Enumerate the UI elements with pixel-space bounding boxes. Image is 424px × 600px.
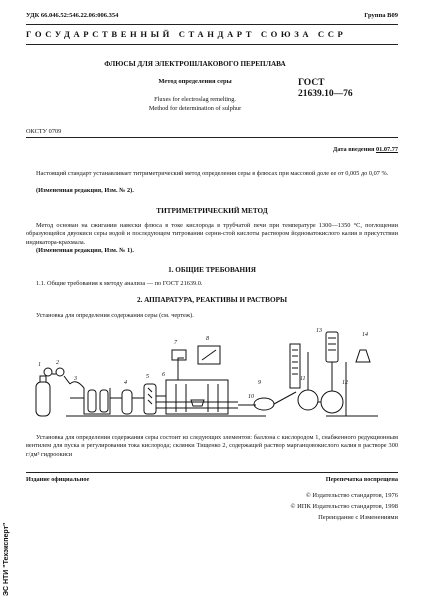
oksту-code: ОКСТУ 0709 [26,128,62,135]
intro-paragraph: Настоящий стандарт устанавливает титриметрический метод определения серы в флюсах при массовой доле ее от 0,005 до 0,07 %. [36,170,389,177]
copyright-1976: © Издательство стандартов, 1976 [305,492,398,499]
figure-label-14: 14 [362,332,368,338]
figure-label-8: 8 [206,336,209,342]
figure-label-4: 4 [124,380,127,386]
absorption-vessel [298,390,318,410]
english-title-line2: Method for determination of sulphur [148,105,242,112]
section2-intro: Установка для определения содержания серы (см. чертеж). [36,312,194,319]
state-standard-banner: ГОСУДАРСТВЕННЫЙ СТАНДАРТ СОЮЗА ССР [26,29,347,39]
section1-heading: 1. ОБЩИЕ ТРЕБОВАНИЯ [168,266,256,274]
figure-label-13: 13 [316,328,322,334]
title-rule [26,137,398,138]
method-title: Метод определения серы [158,78,232,85]
section1-text: 1.1. Общие требования к методу анализа — по ГОСТ 21639.0. [36,280,203,287]
reprint-banned: Перепечатка воспрещена [325,476,398,483]
english-title-line1: Fluxes for electroslag remelting. [154,96,236,103]
figure-label-12: 12 [342,380,348,386]
document-title: ФЛЮСЫ ДЛЯ ЭЛЕКТРОШЛАКОВОГО ПЕРЕПЛАВА [104,60,286,68]
figure-label-9: 9 [258,380,261,386]
thermocouple [178,358,184,380]
apparatus-diagram [26,322,398,422]
figure-label-5: 5 [146,374,149,380]
figure-label-2: 2 [56,360,59,366]
tube-furnace [166,380,228,414]
effective-date [300,146,398,153]
reissue-note: Переиздание с Изменениями [318,514,398,521]
titration-vessel [321,391,343,413]
titrimetric-revision: (Измененная редакция, Изм. № 1). [36,247,134,254]
sample-boat [191,400,204,406]
figure-label-3: 3 [74,376,77,382]
header-rule-top [26,24,398,25]
group-code: Группа В09 [364,12,398,19]
section2-body: Установка для определения содержания серы состоит из следующих элементов: баллона с кислородом 1, снабженного редукционным вентилем для пуска и регулирования тока кислорода; склянки Тищенко 2, содержащей раствор марганцовокислого калия в растворе 300 г/дм³ гидроокиси [26,434,398,458]
drying-column [122,390,132,414]
official-edition: Издание официальное [26,476,90,483]
titrimetric-heading: ТИТРИМЕТРИЧЕСКИЙ МЕТОД [156,207,268,215]
header-rule-bottom [26,44,398,45]
figure-label-10: 10 [248,394,254,400]
reducer-gauge [44,368,52,376]
figure-label-7: 7 [174,340,177,346]
figure-label-6: 6 [162,372,165,378]
figure-label-11: 11 [300,376,306,382]
gost-label: ГОСТ [298,78,325,88]
side-stamp: ЭС НТИ "Техэксперт" [3,522,10,596]
purification-column [144,384,156,414]
udk-code: УДК 66.046.52:546.22.06:006.354 [26,12,119,19]
effective-date-label: Дата введения [333,146,375,153]
footer-rule [26,472,398,473]
conical-flask [356,350,370,362]
figure-label-1: 1 [38,362,41,368]
iodate-burette [326,332,338,362]
intro-revision: (Измененная редакция, Изм. № 2). [36,187,134,194]
combustion-tube [156,402,238,408]
titrimetric-paragraph: Метод основан на сжигании навески флюса в токе кислорода в трубчатой печи при температуре 1300—1350 °С, поглощении образующейся двуокиси серы водой и последующем титровании серни-стой кислоты раствором йодноватокислого калия в присутствии индикатора-крахмала. [26,222,398,246]
oxygen-cylinder [36,382,50,416]
dust-trap [254,398,274,410]
gost-number: 21639.10—76 [298,89,353,99]
copyright-1998: © ИПК Издательство стандартов, 1998 [290,503,398,510]
effective-date-value: 01.07.77 [375,146,398,153]
section2-heading: 2. АППАРАТУРА, РЕАКТИВЫ И РАСТВОРЫ [136,296,288,304]
burette [290,344,300,388]
